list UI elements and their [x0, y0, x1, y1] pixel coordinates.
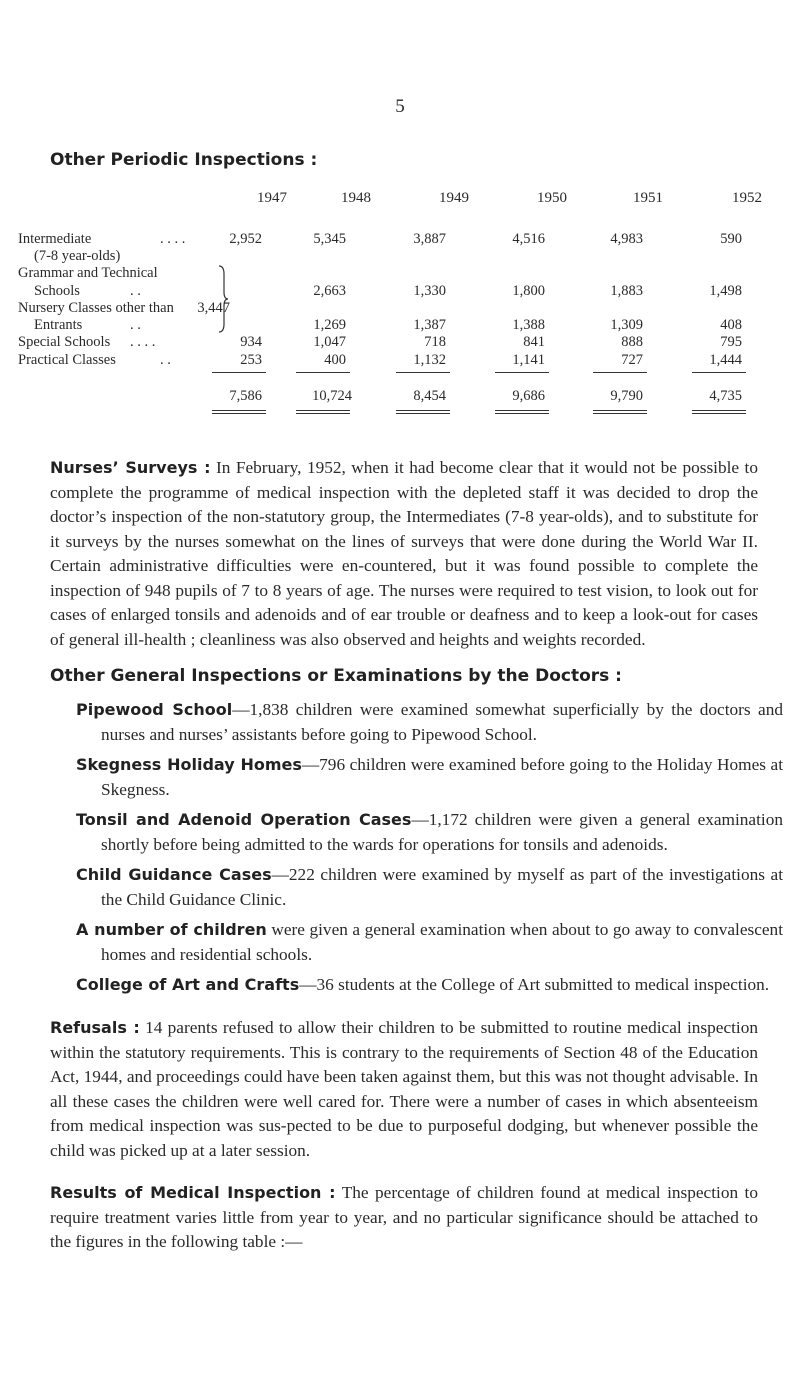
item-heading: Skegness Holiday Homes — [76, 755, 302, 774]
cell: 1,444 — [709, 352, 742, 368]
refusals-paragraph — [50, 1016, 758, 1163]
item-skegness — [76, 753, 783, 802]
item-text: —1,838 children were examined somewhat superficially by the doctors and nurses and nurses’ assistants before going to Pipewood School. — [101, 700, 783, 744]
item-convalescent — [76, 918, 783, 967]
leader-dots: . . — [160, 352, 171, 368]
item-heading: Child Guidance Cases — [76, 865, 272, 884]
item-text: —36 students at the College of Art submitted to medical inspection. — [299, 975, 770, 994]
cell: 1,047 — [313, 334, 346, 350]
rule — [593, 372, 647, 373]
cell: 4,983 — [610, 231, 643, 247]
item-pipewood — [76, 698, 783, 747]
item-text: were given a general examination when about to go away to convalescent homes and residential schools. — [101, 920, 783, 964]
results-text: The percentage of children found at medical inspection to require treatment varies little from year to year, and no particular significance should be attached to the figures in the following table :— — [50, 1183, 758, 1251]
total-cell: 7,586 — [229, 388, 262, 404]
nurses-surveys-paragraph — [50, 456, 758, 652]
item-college — [76, 973, 783, 998]
total-cell: 9,686 — [512, 388, 545, 404]
rule — [495, 372, 549, 373]
total-cell: 4,735 — [709, 388, 742, 404]
cell: 2,952 — [229, 231, 262, 247]
item-heading: Tonsil and Adenoid Operation Cases — [76, 810, 412, 829]
item-heading: A number of children — [76, 920, 267, 939]
year-header: 1951 — [633, 190, 663, 206]
leader-dots: . . . . — [130, 334, 156, 350]
item-text: —796 children were examined before going to the Holiday Homes at Skegness. — [101, 755, 783, 799]
nurses-surveys-heading: Nurses’ Surveys : — [50, 458, 211, 477]
cell: 1,498 — [709, 283, 742, 299]
cell: 253 — [240, 352, 262, 368]
double-rule — [296, 410, 350, 414]
double-rule — [692, 410, 746, 414]
cell: 795 — [720, 334, 742, 350]
year-header: 1948 — [341, 190, 371, 206]
row-label-practical: Practical Classes — [18, 352, 116, 368]
leader-dots: . . — [130, 317, 141, 333]
item-heading: College of Art and Crafts — [76, 975, 300, 994]
year-header: 1950 — [537, 190, 567, 206]
cell: 888 — [621, 334, 643, 350]
row-label-schools: Schools — [34, 283, 80, 299]
section-title-general: Other General Inspections or Examinations by the Doctors : — [50, 666, 622, 686]
section-title-periodic: Other Periodic Inspections : — [50, 150, 318, 170]
double-rule — [212, 410, 266, 414]
total-cell: 9,790 — [610, 388, 643, 404]
results-heading: Results of Medical Inspection : — [50, 1183, 336, 1202]
cell: 1,141 — [512, 352, 545, 368]
nurses-surveys-text: In February, 1952, when it had become clear that it would not be possible to complete the programme of medical inspection with the depleted staff it was decided to drop the doctor’s inspection of the non-statutory group, the Intermediates (7-8 year-olds), and to substitute for it surveys by the nurses somewhat on the lines of surveys that were done during the World War II. Certain administrative difficulties were en-countered, but it was found possible to complete the inspection of 948 pupils of 7 to 8 years of age. The nurses were required to test vision, to look out for cases of enlarged tonsils and adenoids and of ear trouble or deafness and to keep a look-out for cases of general ill-health ; cleanliness was also observed and heights and weights recorded. — [50, 458, 758, 649]
item-tonsil — [76, 808, 783, 857]
row-label-special: Special Schools — [18, 334, 111, 350]
page-number: 5 — [395, 96, 405, 117]
total-cell: 8,454 — [413, 388, 446, 404]
refusals-text: 14 parents refused to allow their children to be submitted to routine medical inspection within the statutory requirements. This is contrary to the requirements of Section 48 of the Education Act, 1944, and proceedings could have been taken against them, but this was not thought advisable. In all these cases the children were well cared for. There were a number of cases in which absenteeism from medical inspection was sus-pected to be due to purposeful dodging, but whenever possible the child was picked up at a later session. — [50, 1018, 758, 1160]
cell: 408 — [720, 317, 742, 333]
item-text: —1,172 children were given a general examination shortly before being admitted to the wards for operations for tonsils and adenoids. — [101, 810, 783, 854]
brace — [216, 264, 230, 334]
cell: 718 — [424, 334, 446, 350]
double-rule — [593, 410, 647, 414]
cell-combined-1947: 3,447 — [197, 300, 230, 316]
cell: 2,663 — [313, 283, 346, 299]
row-sublabel: (7-8 year-olds) — [34, 248, 121, 264]
cell: 841 — [523, 334, 545, 350]
double-rule — [495, 410, 549, 414]
year-header: 1949 — [439, 190, 469, 206]
year-header: 1947 — [257, 190, 287, 206]
rule — [692, 372, 746, 373]
row-label-intermediate: Intermediate — [18, 231, 92, 247]
rule — [296, 372, 350, 373]
item-child-guidance — [76, 863, 783, 912]
double-rule — [396, 410, 450, 414]
row-label-entrants: Entrants — [34, 317, 83, 333]
cell: 727 — [621, 352, 643, 368]
leader-dots: . . . . — [160, 231, 186, 247]
item-heading: Pipewood School — [76, 700, 233, 719]
cell: 1,330 — [413, 283, 446, 299]
cell: 1,132 — [413, 352, 446, 368]
cell: 1,387 — [413, 317, 446, 333]
total-cell: 10,724 — [312, 388, 352, 404]
item-text: —222 children were examined by myself as part of the investigations at the Child Guidance Clinic. — [101, 865, 784, 909]
cell: 934 — [240, 334, 262, 350]
year-header: 1952 — [732, 190, 762, 206]
refusals-heading: Refusals : — [50, 1018, 140, 1037]
cell: 1,269 — [313, 317, 346, 333]
results-paragraph — [50, 1181, 758, 1255]
cell: 4,516 — [512, 231, 545, 247]
cell: 5,345 — [313, 231, 346, 247]
leader-dots: . . — [130, 283, 141, 299]
cell: 1,800 — [512, 283, 545, 299]
cell: 3,887 — [413, 231, 446, 247]
cell: 1,388 — [512, 317, 545, 333]
rule — [396, 372, 450, 373]
row-label-nursery: Nursery Classes other than — [18, 300, 174, 316]
cell: 1,883 — [610, 283, 643, 299]
cell: 1,309 — [610, 317, 643, 333]
rule — [212, 372, 266, 373]
row-label-grammar: Grammar and Technical — [18, 265, 158, 281]
cell: 590 — [720, 231, 742, 247]
cell: 400 — [324, 352, 346, 368]
